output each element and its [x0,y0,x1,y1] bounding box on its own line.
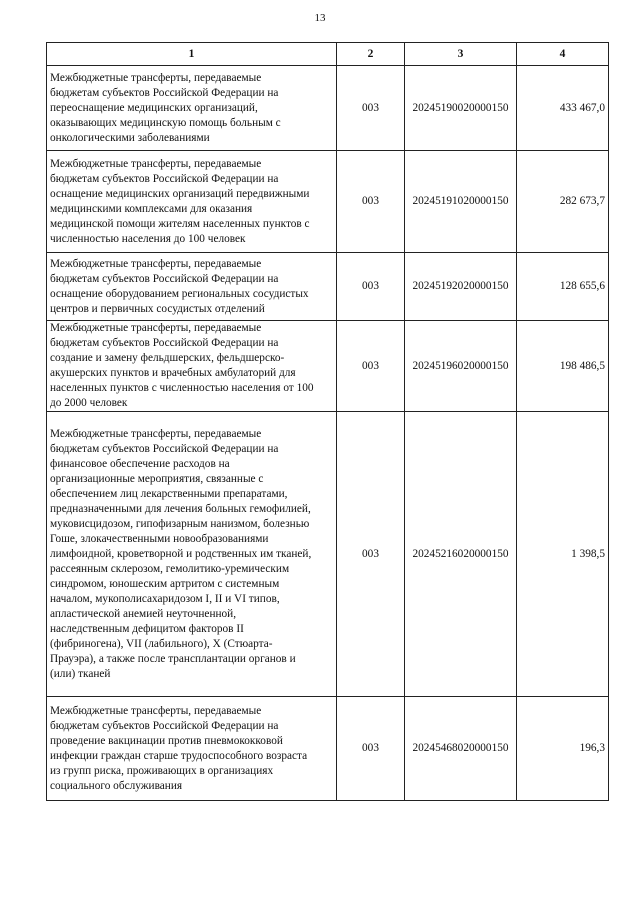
column-header-2: 2 [337,43,405,66]
column-header-1: 1 [47,43,337,66]
table-row [47,412,609,697]
amount: 433 467,0 [517,66,609,151]
transfer-name: Межбюджетные трансферты, передаваемые бюджетам субъектов Российской Федерации на оснащение медицинских организаций передвижными медицинскими комплексами для оказания медицинской помощи жителям населенных пунктов с численностью населения до 100 человек [47,151,337,253]
admin-code: 003 [337,321,405,412]
amount: 1 398,5 [517,412,609,697]
transfer-name: Межбюджетные трансферты, передаваемые бюджетам субъектов Российской Федерации на создание и замену фельдшерских, фельдшерско- акушерских пунктов и врачебных амбулаторий для населенных пунктов с численностью населения от 100 до 2000 человек [47,321,337,412]
transfer-name: Межбюджетные трансферты, передаваемые бюджетам субъектов Российской Федерации на оснащение оборудованием региональных сосудистых центров и первичных сосудистых отделений [47,253,337,321]
admin-code: 003 [337,151,405,253]
admin-code: 003 [337,412,405,697]
budget-classification-code: 20245191020000150 [405,151,517,253]
budget-classification-code: 20245196020000150 [405,321,517,412]
budget-classification-code: 20245216020000150 [405,412,517,697]
amount: 128 655,6 [517,253,609,321]
transfer-name: Межбюджетные трансферты, передаваемые бюджетам субъектов Российской Федерации на финансовое обеспечение расходов на организационные мероприятия, связанные с обеспечением лиц лекарственными препаратами, предназначенными для лечения больных гемофилией, муковисцидозом, гипофизарным нанизмом, болезнью Гоше, злокачественными новообразованиями лимфоидной, кроветворной и родственных им тканей, рассеянным склерозом, гемолитико-уремическим синдромом, юношеским артритом с системным началом, мукополисахаридозом I, II и VI типов, апластической анемией неуточненной, наследственным дефицитом факторов II (фибриногена), VII (лабильного), X (Стюарта- Прауэра), а также после трансплантации органов и (или) тканей [47,412,337,697]
amount: 282 673,7 [517,151,609,253]
table-row [47,697,609,801]
admin-code: 003 [337,66,405,151]
budget-classification-code: 20245190020000150 [405,66,517,151]
amount: 198 486,5 [517,321,609,412]
table-row [47,66,609,151]
table-row [47,253,609,321]
table-row [47,321,609,412]
admin-code: 003 [337,697,405,801]
transfer-name: Межбюджетные трансферты, передаваемые бюджетам субъектов Российской Федерации на проведение вакцинации против пневмококковой инфекции граждан старше трудоспособного возраста из групп риска, проживающих в организациях социального обслуживания [47,697,337,801]
admin-code: 003 [337,253,405,321]
amount: 196,3 [517,697,609,801]
column-header-3: 3 [405,43,517,66]
budget-transfers-table [46,42,609,801]
budget-classification-code: 20245192020000150 [405,253,517,321]
table-header-row [47,43,609,66]
table-row [47,151,609,253]
page-number: 13 [314,12,326,24]
transfer-name: Межбюджетные трансферты, передаваемые бюджетам субъектов Российской Федерации на переоснащение медицинских организаций, оказывающих медицинскую помощь больным с онкологическими заболеваниями [47,66,337,151]
column-header-4: 4 [517,43,609,66]
budget-classification-code: 20245468020000150 [405,697,517,801]
